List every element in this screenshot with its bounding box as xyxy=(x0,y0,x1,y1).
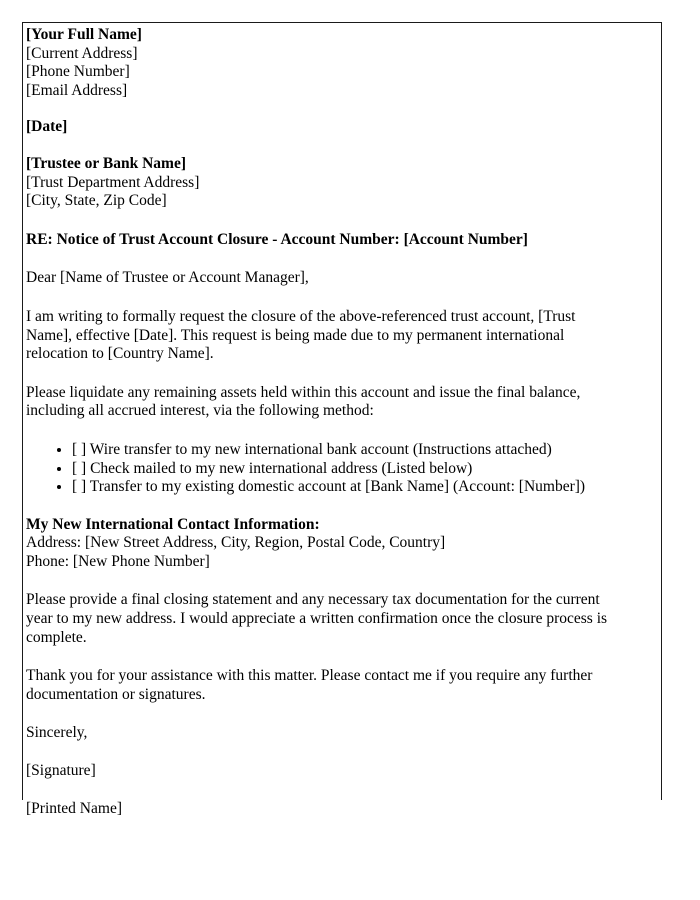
recipient-name: [Trustee or Bank Name] xyxy=(26,154,187,172)
spacer-after-contact xyxy=(26,571,614,591)
letter-date: [Date] xyxy=(26,118,68,136)
paragraph-closing-statement: Please provide a final closing statement and any necessary tax documentation for the current year to my new address. I would appreciate a written confirmation once the closure process is complete. xyxy=(26,591,608,646)
salutation: Dear [Name of Trustee or Account Manager], xyxy=(26,269,309,287)
spacer-before-signoff xyxy=(26,704,614,724)
printed-name: [Printed Name] xyxy=(26,799,122,817)
paragraph-thanks: Thank you for your assistance with this matter. Please contact me if you require any further documentation or signatures. xyxy=(26,667,593,703)
contact-address: Address: [New Street Address, City, Region, Postal Code, Country] xyxy=(26,534,446,552)
spacer-after-recipient xyxy=(26,211,614,231)
signoff-closing-block xyxy=(26,724,614,743)
spacer-after-salutation xyxy=(26,288,614,308)
sender-address: [Current Address] xyxy=(26,44,138,62)
payment-method-list xyxy=(26,441,614,497)
recipient-block xyxy=(26,155,614,211)
spacer-before-printed-name xyxy=(26,781,614,800)
list-item[interactable]: • [ ] Wire transfer to my new international bank account (Instructions attached) xyxy=(72,441,614,460)
spacer-before-signature xyxy=(26,743,614,762)
signature-block xyxy=(26,762,614,781)
paragraph-liquidate: Please liquidate any remaining assets held within this account and issue the final balance, including all accrued interest, via the following method: xyxy=(26,383,581,420)
paragraph-intro: I am writing to formally request the closure of the above-referenced trust account, [Trust Name], effective [Date]. This request is being made due to my permanent international relocation to [Country Name]. xyxy=(26,307,576,363)
signature-placeholder[interactable]: [Signature] xyxy=(26,762,96,780)
spacer-after-intro xyxy=(26,364,614,384)
contact-block xyxy=(26,516,614,572)
sender-block xyxy=(26,26,614,100)
sender-phone: [Phone Number] xyxy=(26,63,130,81)
printed-name-block xyxy=(26,800,614,819)
date-block xyxy=(26,118,614,137)
spacer-after-sender xyxy=(26,100,614,118)
spacer-after-closing-statement xyxy=(26,647,614,667)
sender-name: [Your Full Name] xyxy=(26,26,142,43)
contact-heading: My New International Contact Information: xyxy=(26,515,320,533)
letter-body xyxy=(26,26,614,818)
subject-line: RE: Notice of Trust Account Closure - Account Number: [Account Number] xyxy=(26,230,528,248)
signoff-closing: Sincerely, xyxy=(26,724,88,742)
contact-phone: Phone: [New Phone Number] xyxy=(26,552,210,570)
sender-email: [Email Address] xyxy=(26,81,128,99)
list-item[interactable]: • [ ] Check mailed to my new international address (Listed below) xyxy=(72,460,614,479)
list-item[interactable]: • [ ] Transfer to my existing domestic account at [Bank Name] (Account: [Number]) xyxy=(72,478,614,497)
spacer-after-subject xyxy=(26,249,614,269)
salutation-block xyxy=(26,269,614,288)
recipient-department: [Trust Department Address] xyxy=(26,173,200,191)
subject-block xyxy=(26,231,614,250)
spacer-after-list xyxy=(26,497,614,516)
recipient-city-state-zip: [City, State, Zip Code] xyxy=(26,192,167,210)
spacer-before-list xyxy=(26,421,614,441)
spacer-after-date xyxy=(26,137,614,155)
